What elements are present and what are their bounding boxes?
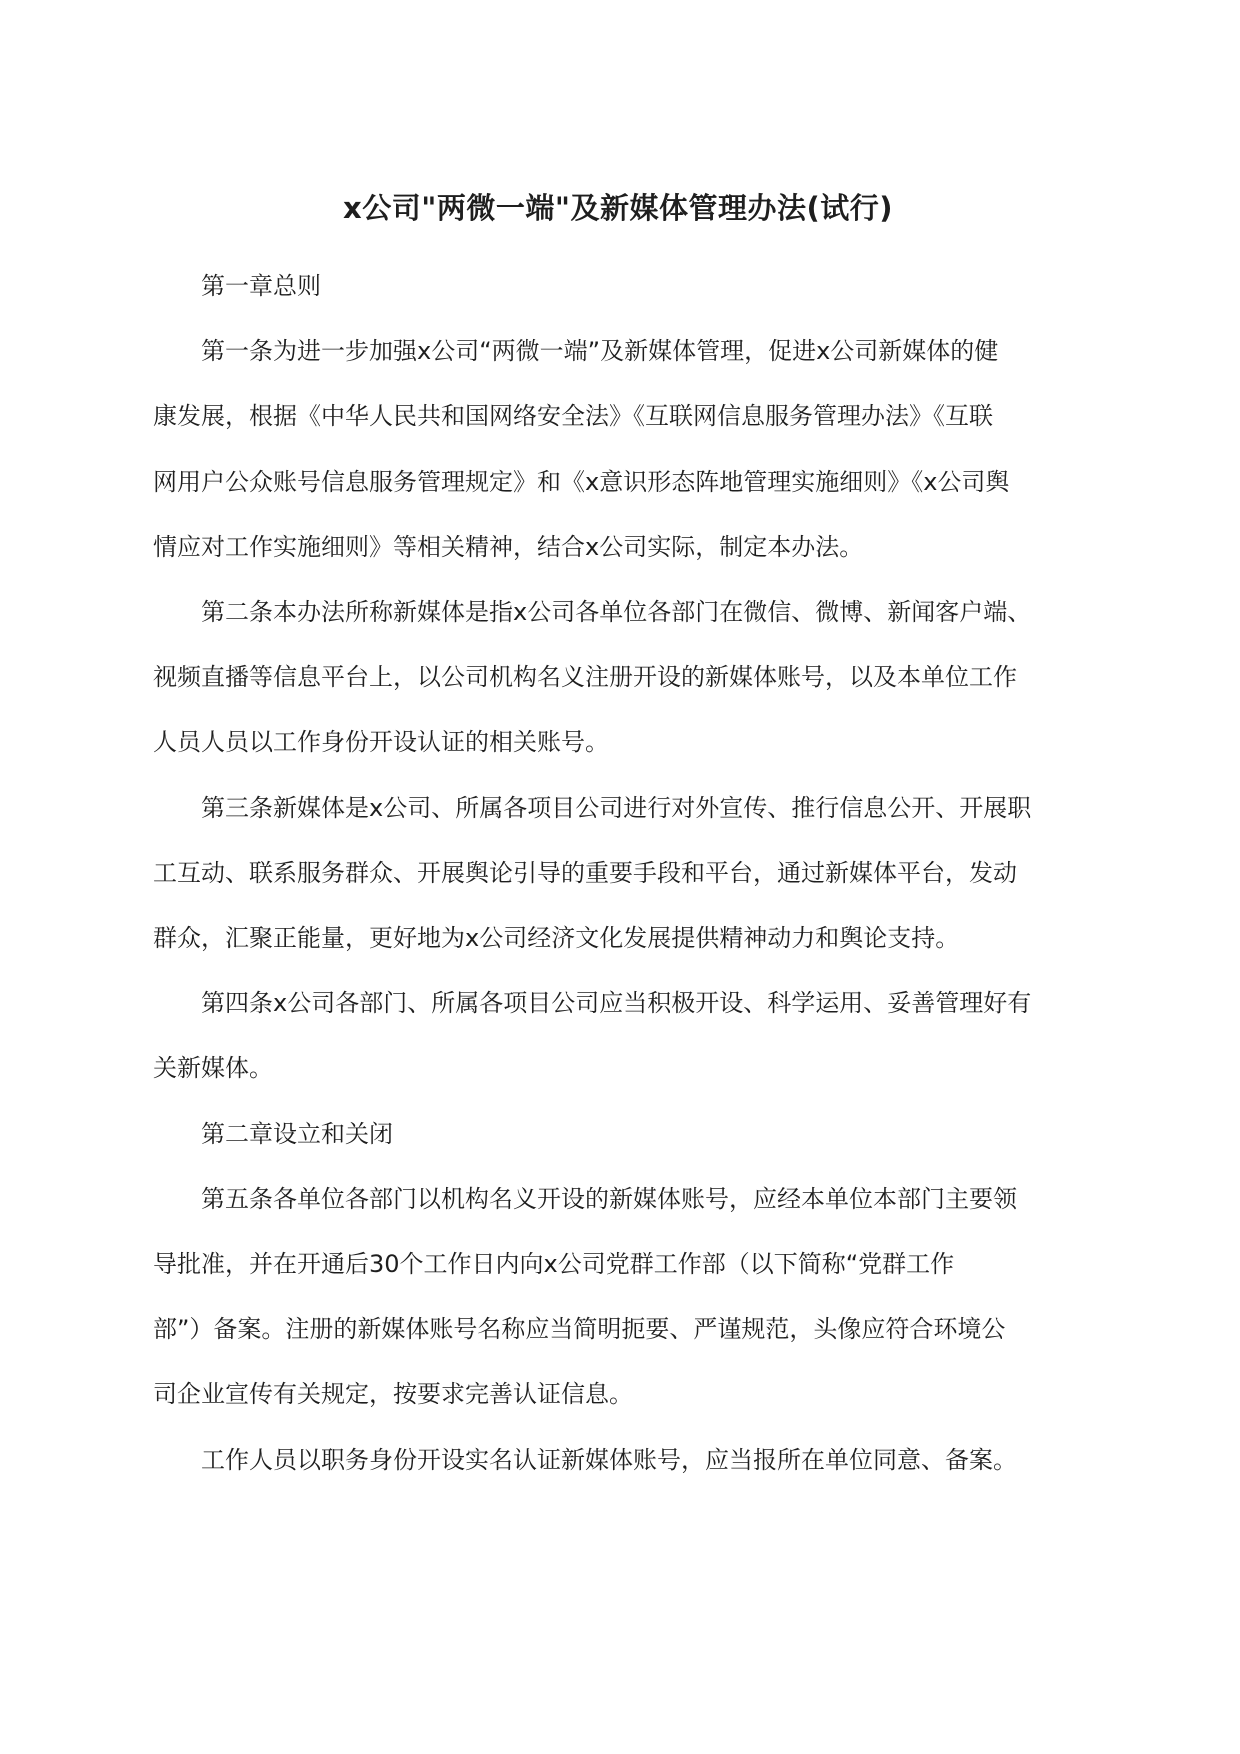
- document-title: x公司"两微一端"及新媒体管理办法(试行): [343, 191, 893, 225]
- chapter-heading: 第一章总则: [201, 272, 321, 300]
- chapter-heading: 第二章设立和关闭: [201, 1119, 393, 1148]
- article-paragraph: 第二条本办法所称新媒体是指x公司各单位各部门在微信、微博、新闻客户端、 视频直播等信息平台上，以公司机构名义注册开设的新媒体账号，以及本单位工作 人员人员以工作身份开设认证的相关账号。: [153, 598, 1032, 757]
- article-paragraph: 工作人员以职务身份开设实名认证新媒体账号，应当报所在单位同意、备案。: [201, 1445, 1017, 1474]
- article-paragraph: 第一条为进一步加强x公司“两微一端”及新媒体管理，促进x公司新媒体的健 康发展，根据《中华人民共和国网络安全法》《互联网信息服务管理办法》《互联 网用户公众账号信息服务管理规定》和《x意识形态阵地管理实施细则》《x公司舆 情应对工作实施细则》等相关精神，结合x公司实际，制定本办法。: [153, 337, 1010, 561]
- article-paragraph: 第五条各单位各部门以机构名义开设的新媒体账号，应经本单位本部门主要领 导批准，并在开通后30个工作日内向x公司党群工作部（以下简称“党群工作 部”）备案。注册的新媒体账号名称应当简明扼要、严谨规范，头像应符合环境公 司企业宣传有关规定，按要求完善认证信息。: [153, 1184, 1017, 1409]
- article-paragraph: 第四条x公司各部门、所属各项目公司应当积极开设、科学运用、妥善管理好有 关新媒体。: [153, 989, 1032, 1083]
- article-paragraph: 第三条新媒体是x公司、所属各项目公司进行对外宣传、推行信息公开、开展职 工互动、联系服务群众、开展舆论引导的重要手段和平台，通过新媒体平台，发动 群众，汇聚正能量，更好地为x公司经济文化发展提供精神动力和舆论支持。: [153, 793, 1032, 953]
- document-body: [153, 254, 1085, 1493]
